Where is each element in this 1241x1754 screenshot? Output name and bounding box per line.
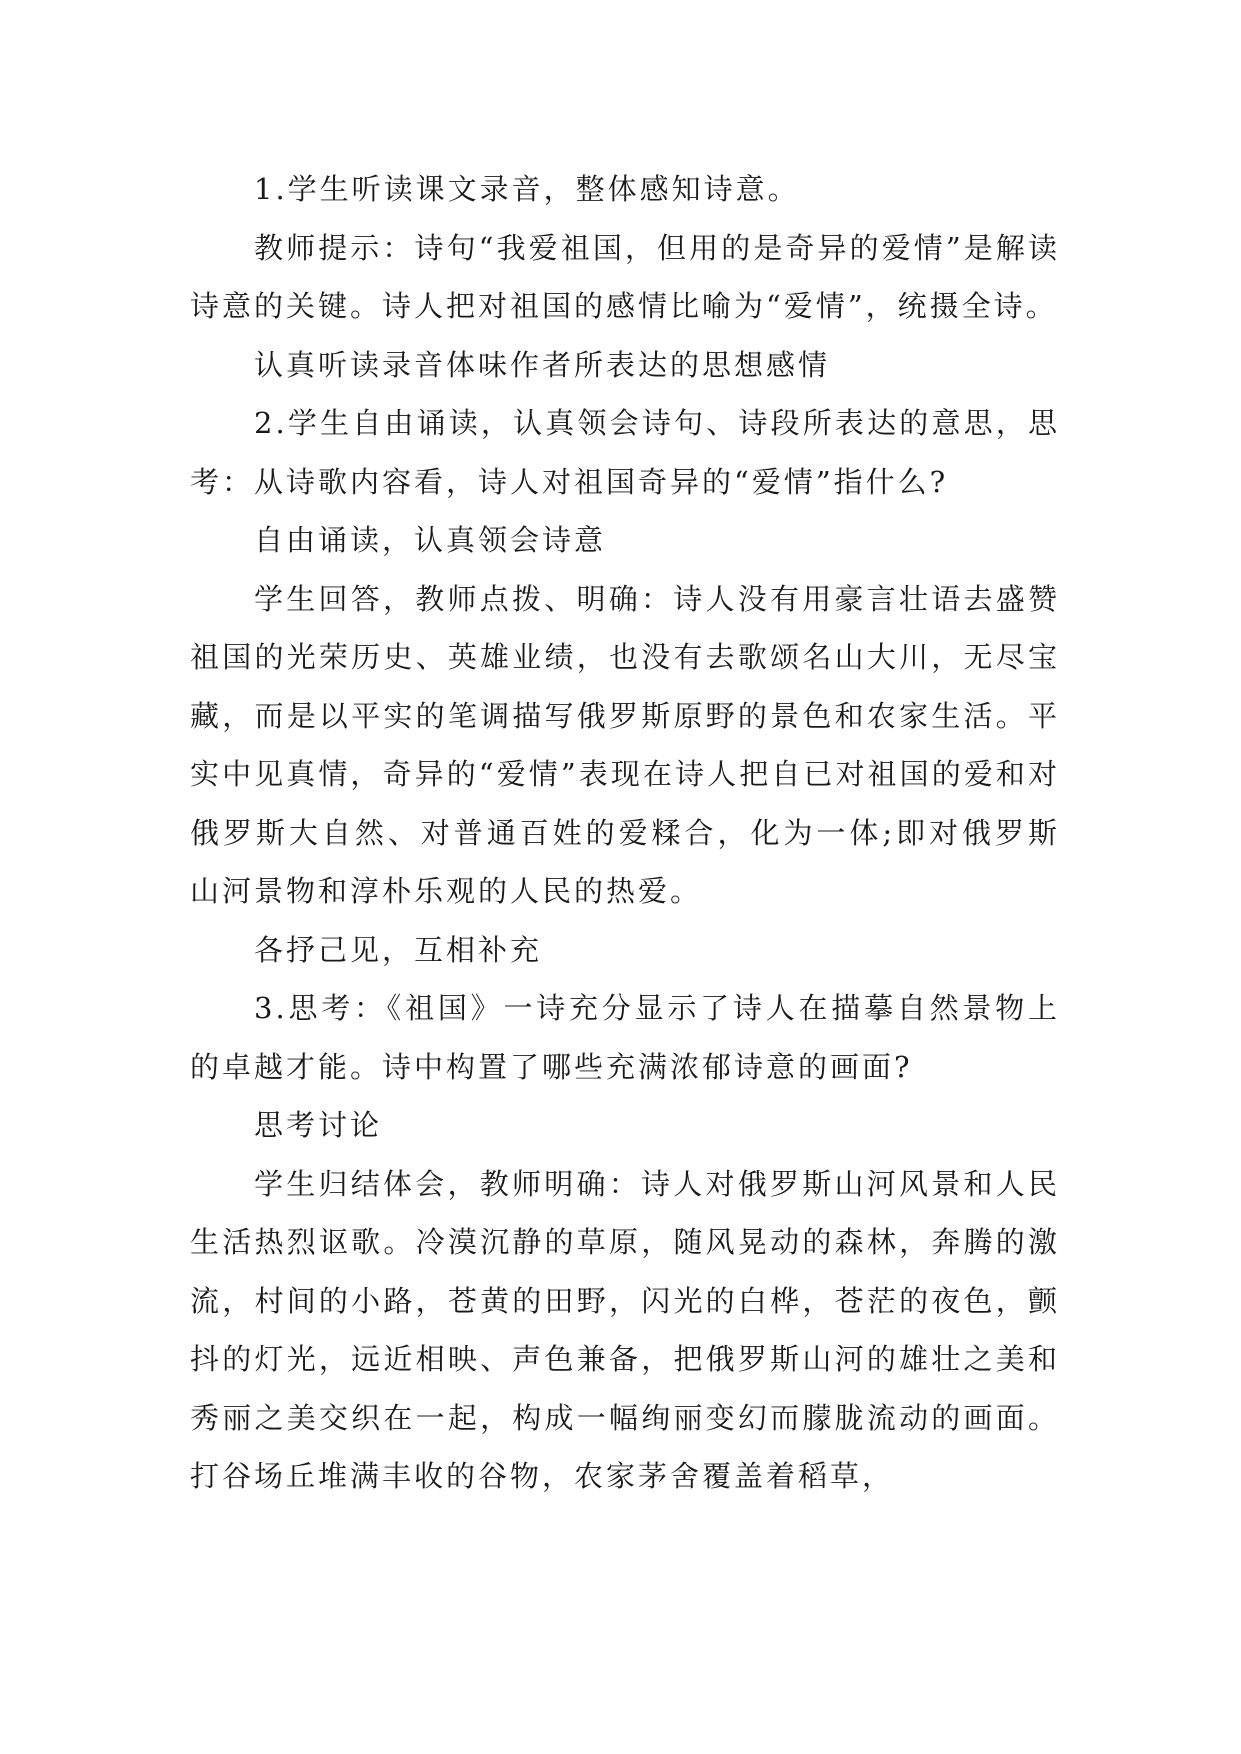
paragraph: 学生归结体会，教师明确：诗人对俄罗斯山河风景和人民生活热烈讴歌。冷漠沉静的草原，随风晃动的森林，奔腾的激流，村间的小路，苍黄的田野，闪光的白桦，苍茫的夜色，颤抖的灯光，远近相映、声色兼备，把俄罗斯山河的雄壮之美和秀丽之美交织在一起，构成一幅绚丽变幻而朦胧流动的画面。打谷场丘堆满丰收的谷物，农家茅舍覆盖着稻草， xyxy=(190,1166,1060,1493)
paragraph: 2.学生自由诵读，认真领会诗句、诗段所表达的意思，思考：从诗歌内容看，诗人对祖国奇异的“爱情”指什么? xyxy=(190,406,1060,499)
paragraph: 学生回答，教师点拨、明确：诗人没有用豪言壮语去盛赞祖国的光荣历史、英雄业绩，也没有去歌颂名山大川，无尽宝藏，而是以平实的笔调描写俄罗斯原野的景色和农家生活。平实中见真情，奇异的“爱情”表现在诗人把自已对祖国的爱和对俄罗斯大自然、对普通百姓的爱糅合，化为一体;即对俄罗斯山河景物和淳朴乐观的人民的热爱。 xyxy=(190,581,1060,908)
document-body xyxy=(190,160,1060,1506)
paragraph: 教师提示：诗句“我爱祖国，但用的是奇异的爱情”是解读诗意的关键。诗人把对祖国的感情比喻为“爱情”，统摄全诗。 xyxy=(190,230,1060,323)
paragraph: 1.学生听读课文录音，整体感知诗意。 xyxy=(254,172,800,206)
paragraph: 各抒己见，互相补充 xyxy=(254,932,543,967)
paragraph: 3.思考：《祖国》一诗充分显示了诗人在描摹自然景物上的卓越才能。诗中构置了哪些充满浓郁诗意的画面? xyxy=(190,991,1060,1084)
paragraph: 思考讨论 xyxy=(254,1108,383,1142)
paragraph: 认真听读录音体味作者所表达的思想感情 xyxy=(254,347,831,382)
paragraph: 自由诵读，认真领会诗意 xyxy=(254,523,607,557)
